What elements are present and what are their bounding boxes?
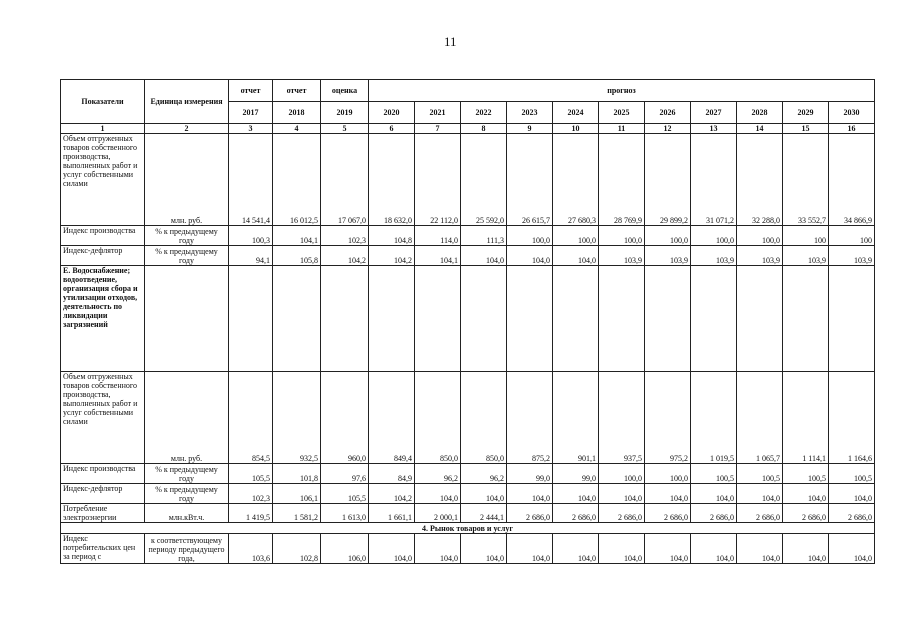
year-header: 2024 bbox=[553, 102, 599, 124]
row-value: 104,0 bbox=[691, 534, 737, 564]
row-value: 102,3 bbox=[321, 226, 369, 246]
row-value: 975,2 bbox=[645, 372, 691, 464]
column-number: 10 bbox=[553, 124, 599, 134]
row-value: 103,9 bbox=[691, 246, 737, 266]
row-value: 849,4 bbox=[369, 372, 415, 464]
header-group-forecast: прогноз bbox=[369, 80, 875, 102]
row-value: 2 686,0 bbox=[507, 504, 553, 523]
row-value: 104,1 bbox=[415, 246, 461, 266]
header-group-report-2018: отчет bbox=[273, 80, 321, 102]
row-value: 104,0 bbox=[737, 484, 783, 504]
header-indicator: Показатели bbox=[61, 80, 145, 124]
row-value: 100,5 bbox=[829, 464, 875, 484]
row-unit: млн. руб. bbox=[145, 134, 229, 226]
row-value: 100,0 bbox=[507, 226, 553, 246]
table-row bbox=[61, 484, 875, 504]
row-value: 1 019,5 bbox=[691, 372, 737, 464]
row-value: 2 686,0 bbox=[691, 504, 737, 523]
row-value bbox=[691, 266, 737, 372]
table-row bbox=[61, 372, 875, 464]
row-label: Индекс-дефлятор bbox=[61, 484, 145, 504]
year-header: 2030 bbox=[829, 102, 875, 124]
row-value: 1 114,1 bbox=[783, 372, 829, 464]
row-value: 104,0 bbox=[829, 484, 875, 504]
row-value: 1 065,7 bbox=[737, 372, 783, 464]
row-value: 104,2 bbox=[369, 246, 415, 266]
row-value bbox=[507, 266, 553, 372]
row-value: 100,5 bbox=[691, 464, 737, 484]
row-value bbox=[829, 266, 875, 372]
row-value: 100,0 bbox=[691, 226, 737, 246]
row-value: 104,0 bbox=[645, 534, 691, 564]
row-value: 104,8 bbox=[369, 226, 415, 246]
row-value: 104,0 bbox=[507, 246, 553, 266]
year-header: 2023 bbox=[507, 102, 553, 124]
row-value: 104,0 bbox=[691, 484, 737, 504]
column-number: 8 bbox=[461, 124, 507, 134]
column-number: 9 bbox=[507, 124, 553, 134]
row-value: 96,2 bbox=[461, 464, 507, 484]
row-value: 104,1 bbox=[273, 226, 321, 246]
row-value: 99,0 bbox=[553, 464, 599, 484]
row-value bbox=[737, 266, 783, 372]
row-value: 106,0 bbox=[321, 534, 369, 564]
row-value bbox=[229, 266, 273, 372]
row-unit: млн. руб. bbox=[145, 372, 229, 464]
row-value: 104,0 bbox=[553, 484, 599, 504]
row-value: 854,5 bbox=[229, 372, 273, 464]
year-header: 2027 bbox=[691, 102, 737, 124]
row-value bbox=[645, 266, 691, 372]
row-value: 104,0 bbox=[507, 534, 553, 564]
row-label: Индекс производства bbox=[61, 464, 145, 484]
row-value: 96,2 bbox=[415, 464, 461, 484]
row-value: 2 000,1 bbox=[415, 504, 461, 523]
column-number: 1 bbox=[61, 124, 145, 134]
year-header: 2026 bbox=[645, 102, 691, 124]
row-value: 104,0 bbox=[461, 534, 507, 564]
table-body bbox=[61, 134, 875, 564]
table-row bbox=[61, 464, 875, 484]
row-value: 104,0 bbox=[553, 534, 599, 564]
row-value: 103,9 bbox=[737, 246, 783, 266]
row-value: 2 686,0 bbox=[829, 504, 875, 523]
row-unit: % к предыдущему году bbox=[145, 484, 229, 504]
row-value: 2 686,0 bbox=[553, 504, 599, 523]
row-value: 104,0 bbox=[737, 534, 783, 564]
row-value: 103,9 bbox=[829, 246, 875, 266]
row-value: 114,0 bbox=[415, 226, 461, 246]
row-value: 103,9 bbox=[783, 246, 829, 266]
row-unit: к соответствующему периоду предыдущего года, bbox=[145, 534, 229, 564]
row-value: 105,5 bbox=[321, 484, 369, 504]
row-value: 1 661,1 bbox=[369, 504, 415, 523]
row-value: 27 680,3 bbox=[553, 134, 599, 226]
table-row bbox=[61, 504, 875, 523]
row-value: 104,0 bbox=[507, 484, 553, 504]
row-value: 84,9 bbox=[369, 464, 415, 484]
row-value: 901,1 bbox=[553, 372, 599, 464]
table-row bbox=[61, 246, 875, 266]
row-value: 104,2 bbox=[321, 246, 369, 266]
row-unit bbox=[145, 266, 229, 372]
column-numbers-row bbox=[61, 124, 875, 134]
row-value: 100,0 bbox=[645, 464, 691, 484]
header-group-report-2017: отчет bbox=[229, 80, 273, 102]
row-value: 104,0 bbox=[461, 246, 507, 266]
row-value: 2 686,0 bbox=[645, 504, 691, 523]
row-value: 104,0 bbox=[829, 534, 875, 564]
row-value: 17 067,0 bbox=[321, 134, 369, 226]
row-value: 111,3 bbox=[461, 226, 507, 246]
row-unit: % к предыдущему году bbox=[145, 246, 229, 266]
row-value: 99,0 bbox=[507, 464, 553, 484]
row-value: 100 bbox=[783, 226, 829, 246]
row-value: 101,8 bbox=[273, 464, 321, 484]
row-value: 104,0 bbox=[369, 534, 415, 564]
row-value bbox=[369, 266, 415, 372]
section-title: 4. Рынок товаров и услуг bbox=[61, 523, 875, 534]
row-value: 33 552,7 bbox=[783, 134, 829, 226]
row-value: 104,0 bbox=[553, 246, 599, 266]
row-value bbox=[321, 266, 369, 372]
row-value: 2 444,1 bbox=[461, 504, 507, 523]
column-number: 12 bbox=[645, 124, 691, 134]
row-value: 31 071,2 bbox=[691, 134, 737, 226]
row-value: 1 613,0 bbox=[321, 504, 369, 523]
row-value: 103,6 bbox=[229, 534, 273, 564]
row-value: 32 288,0 bbox=[737, 134, 783, 226]
section-row bbox=[61, 523, 875, 534]
year-header: 2018 bbox=[273, 102, 321, 124]
row-value: 850,0 bbox=[415, 372, 461, 464]
row-label: Потребление электроэнергии bbox=[61, 504, 145, 523]
row-value: 104,0 bbox=[461, 484, 507, 504]
row-value: 1 164,6 bbox=[829, 372, 875, 464]
row-value: 100 bbox=[829, 226, 875, 246]
row-value: 104,0 bbox=[415, 484, 461, 504]
row-value: 28 769,9 bbox=[599, 134, 645, 226]
row-value: 102,8 bbox=[273, 534, 321, 564]
row-value: 97,6 bbox=[321, 464, 369, 484]
column-number: 15 bbox=[783, 124, 829, 134]
row-value: 960,0 bbox=[321, 372, 369, 464]
column-number: 13 bbox=[691, 124, 737, 134]
column-number: 16 bbox=[829, 124, 875, 134]
row-value: 1 419,5 bbox=[229, 504, 273, 523]
column-number: 14 bbox=[737, 124, 783, 134]
row-value: 937,5 bbox=[599, 372, 645, 464]
row-value: 100,3 bbox=[229, 226, 273, 246]
row-value bbox=[783, 266, 829, 372]
header-group-estimate: оценка bbox=[321, 80, 369, 102]
row-value: 2 686,0 bbox=[737, 504, 783, 523]
year-header: 2017 bbox=[229, 102, 273, 124]
row-value: 100,0 bbox=[737, 226, 783, 246]
row-value: 875,2 bbox=[507, 372, 553, 464]
row-value: 104,0 bbox=[599, 484, 645, 504]
row-unit: % к предыдущему году bbox=[145, 464, 229, 484]
row-value: 1 581,2 bbox=[273, 504, 321, 523]
row-value: 102,3 bbox=[229, 484, 273, 504]
row-value bbox=[599, 266, 645, 372]
row-value: 104,2 bbox=[369, 484, 415, 504]
year-header: 2028 bbox=[737, 102, 783, 124]
row-label: Объем отгруженных товаров собственного производства, выполненных работ и услуг собственными силами bbox=[61, 372, 145, 464]
row-value: 34 866,9 bbox=[829, 134, 875, 226]
row-value: 100,0 bbox=[553, 226, 599, 246]
row-value: 932,5 bbox=[273, 372, 321, 464]
row-value bbox=[461, 266, 507, 372]
row-value: 104,0 bbox=[599, 534, 645, 564]
table-row bbox=[61, 134, 875, 226]
row-value: 104,0 bbox=[645, 484, 691, 504]
year-header: 2022 bbox=[461, 102, 507, 124]
row-value: 14 541,4 bbox=[229, 134, 273, 226]
row-label: Индекс потребительских цен за период с bbox=[61, 534, 145, 564]
table-row bbox=[61, 266, 875, 372]
row-value: 104,0 bbox=[783, 534, 829, 564]
column-number: 7 bbox=[415, 124, 461, 134]
row-value: 100,5 bbox=[737, 464, 783, 484]
column-number: 6 bbox=[369, 124, 415, 134]
row-value bbox=[273, 266, 321, 372]
table-row bbox=[61, 534, 875, 564]
row-value: 100,5 bbox=[783, 464, 829, 484]
row-value: 105,5 bbox=[229, 464, 273, 484]
row-value: 105,8 bbox=[273, 246, 321, 266]
row-value: 16 012,5 bbox=[273, 134, 321, 226]
header-unit: Единица измерения bbox=[145, 80, 229, 124]
table-header bbox=[61, 80, 875, 134]
row-value bbox=[553, 266, 599, 372]
row-value: 104,0 bbox=[415, 534, 461, 564]
column-number: 4 bbox=[273, 124, 321, 134]
column-number: 5 bbox=[321, 124, 369, 134]
row-value: 18 632,0 bbox=[369, 134, 415, 226]
table-row bbox=[61, 226, 875, 246]
row-label: Объем отгруженных товаров собственного производства, выполненных работ и услуг собственными силами bbox=[61, 134, 145, 226]
row-label: Индекс производства bbox=[61, 226, 145, 246]
row-value: 29 899,2 bbox=[645, 134, 691, 226]
forecast-table bbox=[60, 79, 875, 564]
row-value: 104,0 bbox=[783, 484, 829, 504]
row-label: Е. Водоснабжение; водоотведение, организация сбора и утилизации отходов, деятельность по ликвидации загрязнений bbox=[61, 266, 145, 372]
row-unit: млн.кВт.ч. bbox=[145, 504, 229, 523]
row-value: 25 592,0 bbox=[461, 134, 507, 226]
year-header: 2021 bbox=[415, 102, 461, 124]
row-value: 100,0 bbox=[599, 464, 645, 484]
year-header: 2019 bbox=[321, 102, 369, 124]
row-value: 2 686,0 bbox=[783, 504, 829, 523]
row-value: 94,1 bbox=[229, 246, 273, 266]
year-header: 2020 bbox=[369, 102, 415, 124]
column-number: 2 bbox=[145, 124, 229, 134]
row-value bbox=[415, 266, 461, 372]
year-header: 2025 bbox=[599, 102, 645, 124]
page-number: 11 bbox=[444, 34, 457, 49]
row-value: 106,1 bbox=[273, 484, 321, 504]
row-value: 26 615,7 bbox=[507, 134, 553, 226]
row-value: 103,9 bbox=[599, 246, 645, 266]
row-value: 100,0 bbox=[645, 226, 691, 246]
row-value: 100,0 bbox=[599, 226, 645, 246]
row-value: 103,9 bbox=[645, 246, 691, 266]
row-value: 850,0 bbox=[461, 372, 507, 464]
column-number: 3 bbox=[229, 124, 273, 134]
row-value: 2 686,0 bbox=[599, 504, 645, 523]
row-unit: % к предыдущему году bbox=[145, 226, 229, 246]
row-label: Индекс-дефлятор bbox=[61, 246, 145, 266]
column-number: 11 bbox=[599, 124, 645, 134]
row-value: 22 112,0 bbox=[415, 134, 461, 226]
year-header: 2029 bbox=[783, 102, 829, 124]
